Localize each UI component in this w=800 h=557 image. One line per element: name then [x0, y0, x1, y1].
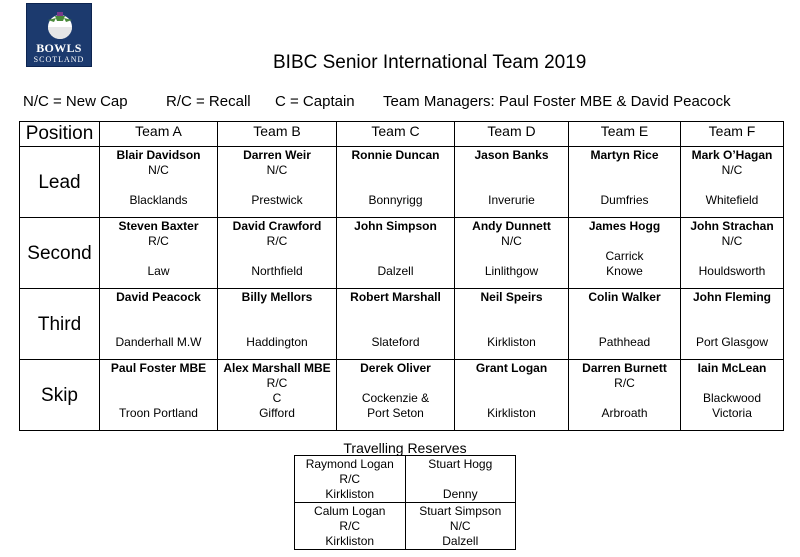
- player-status: [218, 305, 336, 320]
- player-status: N/C: [721, 163, 743, 177]
- position-cell: Second: [20, 218, 100, 289]
- player-cell: [100, 360, 218, 431]
- player-status: [337, 163, 454, 178]
- player-cell: [218, 360, 337, 431]
- reserve-name: Stuart Hogg: [428, 457, 493, 471]
- reserves-table-body: [295, 456, 516, 550]
- player-club: Northfield: [251, 264, 303, 278]
- player-cell: [100, 218, 218, 289]
- player-status: [100, 376, 217, 391]
- player-name: Neil Speirs: [480, 290, 543, 304]
- player-cell: [218, 289, 337, 360]
- team-header: Team E: [569, 122, 681, 147]
- team-header: Team A: [100, 122, 218, 147]
- player-name: Derek Oliver: [360, 361, 431, 375]
- position-header: Position: [20, 122, 100, 147]
- bowls-scotland-logo: [26, 3, 92, 67]
- player-club: Danderhall M.W: [115, 335, 202, 349]
- player-status: [337, 234, 454, 249]
- player-club: Gifford: [259, 406, 295, 420]
- player-club: Cockenzie & Port Seton: [361, 391, 430, 420]
- player-name: John Fleming: [693, 290, 771, 304]
- player-club: Dalzell: [377, 264, 414, 278]
- player-club: Linlithgow: [484, 264, 539, 278]
- player-club: Kirkliston: [487, 406, 536, 420]
- player-name: Darren Burnett: [582, 361, 667, 375]
- position-cell: Skip: [20, 360, 100, 431]
- player-cell: [455, 147, 569, 218]
- player-name: Ronnie Duncan: [351, 148, 440, 162]
- player-status: [681, 305, 783, 320]
- player-status: R/C: [148, 234, 169, 248]
- reserve-name: Calum Logan: [314, 504, 386, 518]
- player-club: Port Glasgow: [695, 335, 769, 349]
- player-cell: [337, 147, 455, 218]
- player-club: Dumfries: [600, 193, 649, 207]
- player-name: David Peacock: [116, 290, 201, 304]
- position-cell: Third: [20, 289, 100, 360]
- legend-captain: C = Captain: [275, 93, 355, 110]
- reserve-cell: [295, 503, 406, 550]
- player-club: Prestwick: [251, 193, 303, 207]
- player-status: N/C: [501, 234, 522, 248]
- team-table-body: [20, 147, 784, 431]
- reserve-name: Stuart Simpson: [419, 504, 502, 518]
- reserve-club: Kirkliston: [325, 487, 375, 501]
- player-name: Blair Davidson: [116, 148, 201, 162]
- table-header-row: [20, 122, 784, 147]
- page-title: BIBC Senior International Team 2019: [273, 52, 587, 73]
- team-header: Team C: [337, 122, 455, 147]
- player-club: Inverurie: [488, 193, 535, 207]
- player-status: [455, 163, 568, 178]
- player-status: [569, 305, 680, 320]
- player-cell: [455, 289, 569, 360]
- reserve-status: R/C: [339, 519, 361, 533]
- player-status: [681, 376, 783, 391]
- player-club: Arbroath: [601, 406, 648, 420]
- player-club: Slateford: [371, 335, 420, 349]
- player-club: Whitefield: [705, 193, 759, 207]
- player-club: Kirkliston: [487, 335, 536, 349]
- reserve-status: R/C: [339, 472, 361, 486]
- player-name: Steven Baxter: [118, 219, 199, 233]
- player-name: Grant Logan: [475, 361, 548, 375]
- table-row: [20, 360, 784, 431]
- player-cell: [337, 360, 455, 431]
- player-cell: [337, 218, 455, 289]
- player-club: Blackwood Victoria: [702, 391, 762, 420]
- player-name: Iain McLean: [697, 361, 767, 375]
- reserve-club: Denny: [442, 487, 478, 501]
- player-cell: [681, 289, 784, 360]
- thistle-icon: [38, 10, 82, 40]
- legend-new-cap: N/C = New Cap: [23, 93, 128, 110]
- player-cell: [455, 218, 569, 289]
- player-cell: [569, 147, 681, 218]
- player-club: Carrick Knowe: [605, 249, 644, 278]
- player-cell: [100, 289, 218, 360]
- player-club: Houldsworth: [698, 264, 766, 278]
- table-row: [20, 218, 784, 289]
- player-status: N/C: [721, 234, 743, 248]
- player-name: Andy Dunnett: [472, 219, 551, 233]
- position-cell: Lead: [20, 147, 100, 218]
- team-header: Team B: [218, 122, 337, 147]
- player-status: [455, 305, 568, 320]
- team-header: Team D: [455, 122, 569, 147]
- player-cell: [100, 147, 218, 218]
- player-status: [100, 305, 217, 320]
- player-name: Robert Marshall: [350, 290, 441, 304]
- legend-team-managers: Team Managers: Paul Foster MBE & David Peacock: [383, 93, 731, 110]
- reserve-club: Dalzell: [442, 534, 479, 548]
- player-status: [337, 305, 454, 320]
- legend-recall: R/C = Recall: [166, 93, 251, 110]
- logo-text-scotland: SCOTLAND: [33, 55, 85, 64]
- player-club: Blacklands: [129, 193, 188, 207]
- player-club: Troon Portland: [119, 406, 198, 420]
- reserves-title: Travelling Reserves: [343, 440, 467, 456]
- player-status: N/C: [148, 163, 169, 177]
- reserve-cell: [405, 456, 516, 503]
- player-name: David Crawford: [232, 219, 322, 233]
- player-name: Mark O’Hagan: [691, 148, 773, 162]
- player-cell: [218, 218, 337, 289]
- player-name: John Simpson: [354, 219, 437, 233]
- player-name: Jason Banks: [474, 148, 549, 162]
- player-name: Paul Foster MBE: [110, 361, 207, 375]
- team-header: Team F: [681, 122, 784, 147]
- reserves-table: [294, 455, 516, 550]
- player-status: [337, 376, 454, 391]
- player-status: R/C: [614, 376, 635, 390]
- player-status: R/C: [266, 234, 288, 248]
- player-cell: [455, 360, 569, 431]
- reserve-club: Kirkliston: [325, 534, 375, 548]
- player-club: Law: [147, 264, 170, 278]
- player-name: Alex Marshall MBE: [223, 361, 331, 375]
- player-cell: [681, 218, 784, 289]
- player-cell: [681, 147, 784, 218]
- player-cell: [337, 289, 455, 360]
- reserves-row: [295, 456, 516, 503]
- player-status: N/C: [266, 163, 288, 177]
- player-cell: [569, 218, 681, 289]
- player-cell: [681, 360, 784, 431]
- player-status: R/C C: [266, 376, 288, 405]
- reserve-cell: [295, 456, 406, 503]
- player-club: Pathhead: [598, 335, 651, 349]
- reserve-name: Raymond Logan: [305, 457, 394, 471]
- player-cell: [569, 360, 681, 431]
- logo-text-bowls: BOWLS: [36, 41, 82, 55]
- reserve-status: N/C: [449, 519, 471, 533]
- player-name: Colin Walker: [588, 290, 661, 304]
- team-table: [19, 121, 784, 431]
- reserve-status: [406, 472, 516, 487]
- player-club: Haddington: [246, 335, 308, 349]
- table-row: [20, 289, 784, 360]
- player-cell: [569, 289, 681, 360]
- player-name: James Hogg: [588, 219, 661, 233]
- reserves-row: [295, 503, 516, 550]
- player-status: [455, 376, 568, 391]
- player-name: Billy Mellors: [241, 290, 313, 304]
- table-row: [20, 147, 784, 218]
- player-name: Martyn Rice: [590, 148, 659, 162]
- player-status: [569, 234, 680, 249]
- reserve-cell: [405, 503, 516, 550]
- player-status: [569, 163, 680, 178]
- player-club: Bonnyrigg: [368, 193, 423, 207]
- player-name: Darren Weir: [243, 148, 311, 162]
- player-cell: [218, 147, 337, 218]
- player-name: John Strachan: [690, 219, 774, 233]
